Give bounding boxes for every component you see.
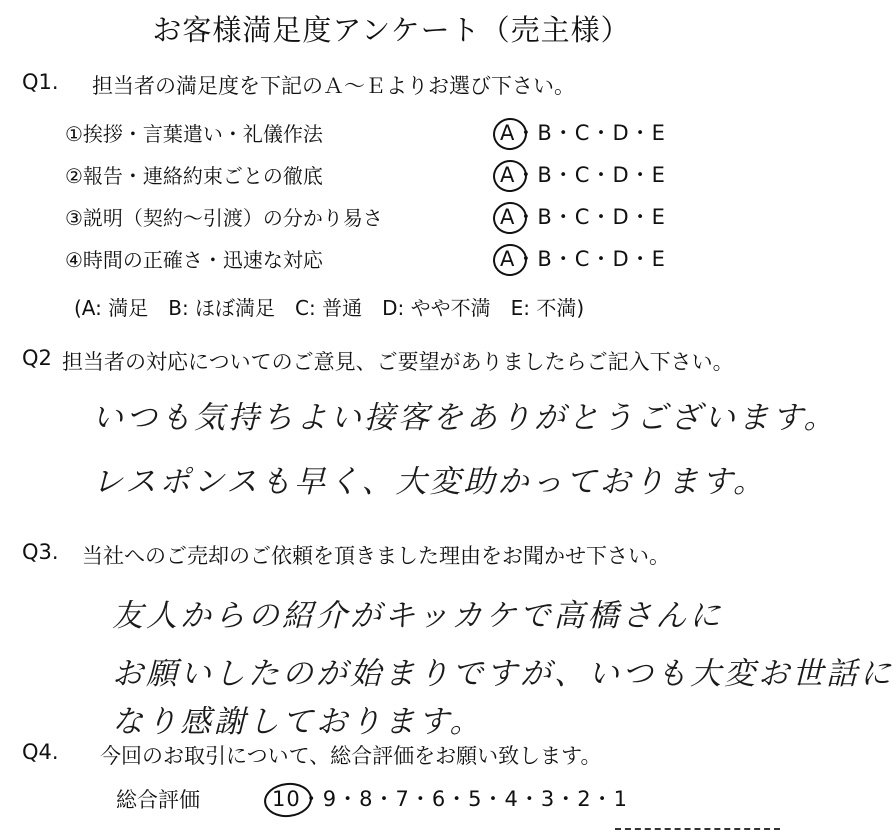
q3-answer-line-3: なり感謝しております。: [112, 704, 484, 740]
q3-label: Q3.: [22, 540, 59, 564]
q1-item-3-label: ③説明（契約～引渡）の分かり易さ: [65, 206, 383, 230]
q1-item-4-selected: A: [500, 247, 516, 271]
q1-item-1-choices: [500, 117, 666, 147]
q2-label: Q2: [22, 346, 52, 370]
q1-question: 担当者の満足度を下記のＡ～Ｅよりお選び下さい。: [92, 74, 575, 98]
q1-item-1-selected: A: [500, 121, 516, 145]
q2-question: 担当者の対応についてのご意見、ご要望がありましたらご記入下さい。: [62, 350, 734, 374]
q3-answer-line-2: お願いしたのが始まりですが、いつも大変お世話に: [112, 656, 894, 692]
q1-item-4-options: ・B・C・D・E: [515, 247, 666, 271]
q1-item-2-selected: A: [500, 163, 516, 187]
q1-item-3-choices: [500, 201, 666, 231]
q1-item-2-label: ②報告・連絡約束ごとの徹底: [65, 164, 323, 188]
q2-answer-line-2: レスポンスも早く、大変助かっております。: [92, 464, 768, 500]
q3-answer-line-1: 友人からの紹介がキッカケで高橋さんに: [112, 598, 724, 634]
q4-rating-scale: [272, 783, 628, 813]
q3-question: 当社へのご売却のご依頼を頂きました理由をお聞かせ下さい。: [82, 544, 670, 568]
q4-label: Q4.: [22, 740, 59, 764]
q1-item-3-selected: A: [500, 205, 516, 229]
q1-item-4-label: ④時間の正確さ・迅速な対応: [65, 248, 323, 272]
q4-rating-selected: 10: [272, 787, 301, 811]
q4-rating-label: 総合評価: [116, 788, 200, 812]
q1-item-3-options: ・B・C・D・E: [515, 205, 666, 229]
q1-item-2-options: ・B・C・D・E: [515, 163, 666, 187]
q4-rating-options: ・9・8・7・6・5・4・3・2・1: [300, 787, 628, 811]
survey-title: お客様満足度アンケート（売主様）: [152, 13, 631, 47]
bottom-dashed-line: [615, 828, 780, 830]
q4-question: 今回のお取引について、総合評価をお願い致します。: [100, 744, 602, 768]
q1-item-2-choices: [500, 159, 666, 189]
q1-legend: (A: 満足 B: ほぼ満足 C: 普通 D: やや不満 E: 不満): [74, 296, 585, 320]
q1-item-1-options: ・B・C・D・E: [515, 121, 666, 145]
q2-answer-line-1: いつも気持ちよい接客をありがとうございます。: [92, 400, 838, 436]
q1-item-1-label: ①挨拶・言葉遣い・礼儀作法: [65, 122, 323, 146]
q1-item-4-choices: [500, 243, 666, 273]
q1-label: Q1.: [22, 70, 59, 94]
